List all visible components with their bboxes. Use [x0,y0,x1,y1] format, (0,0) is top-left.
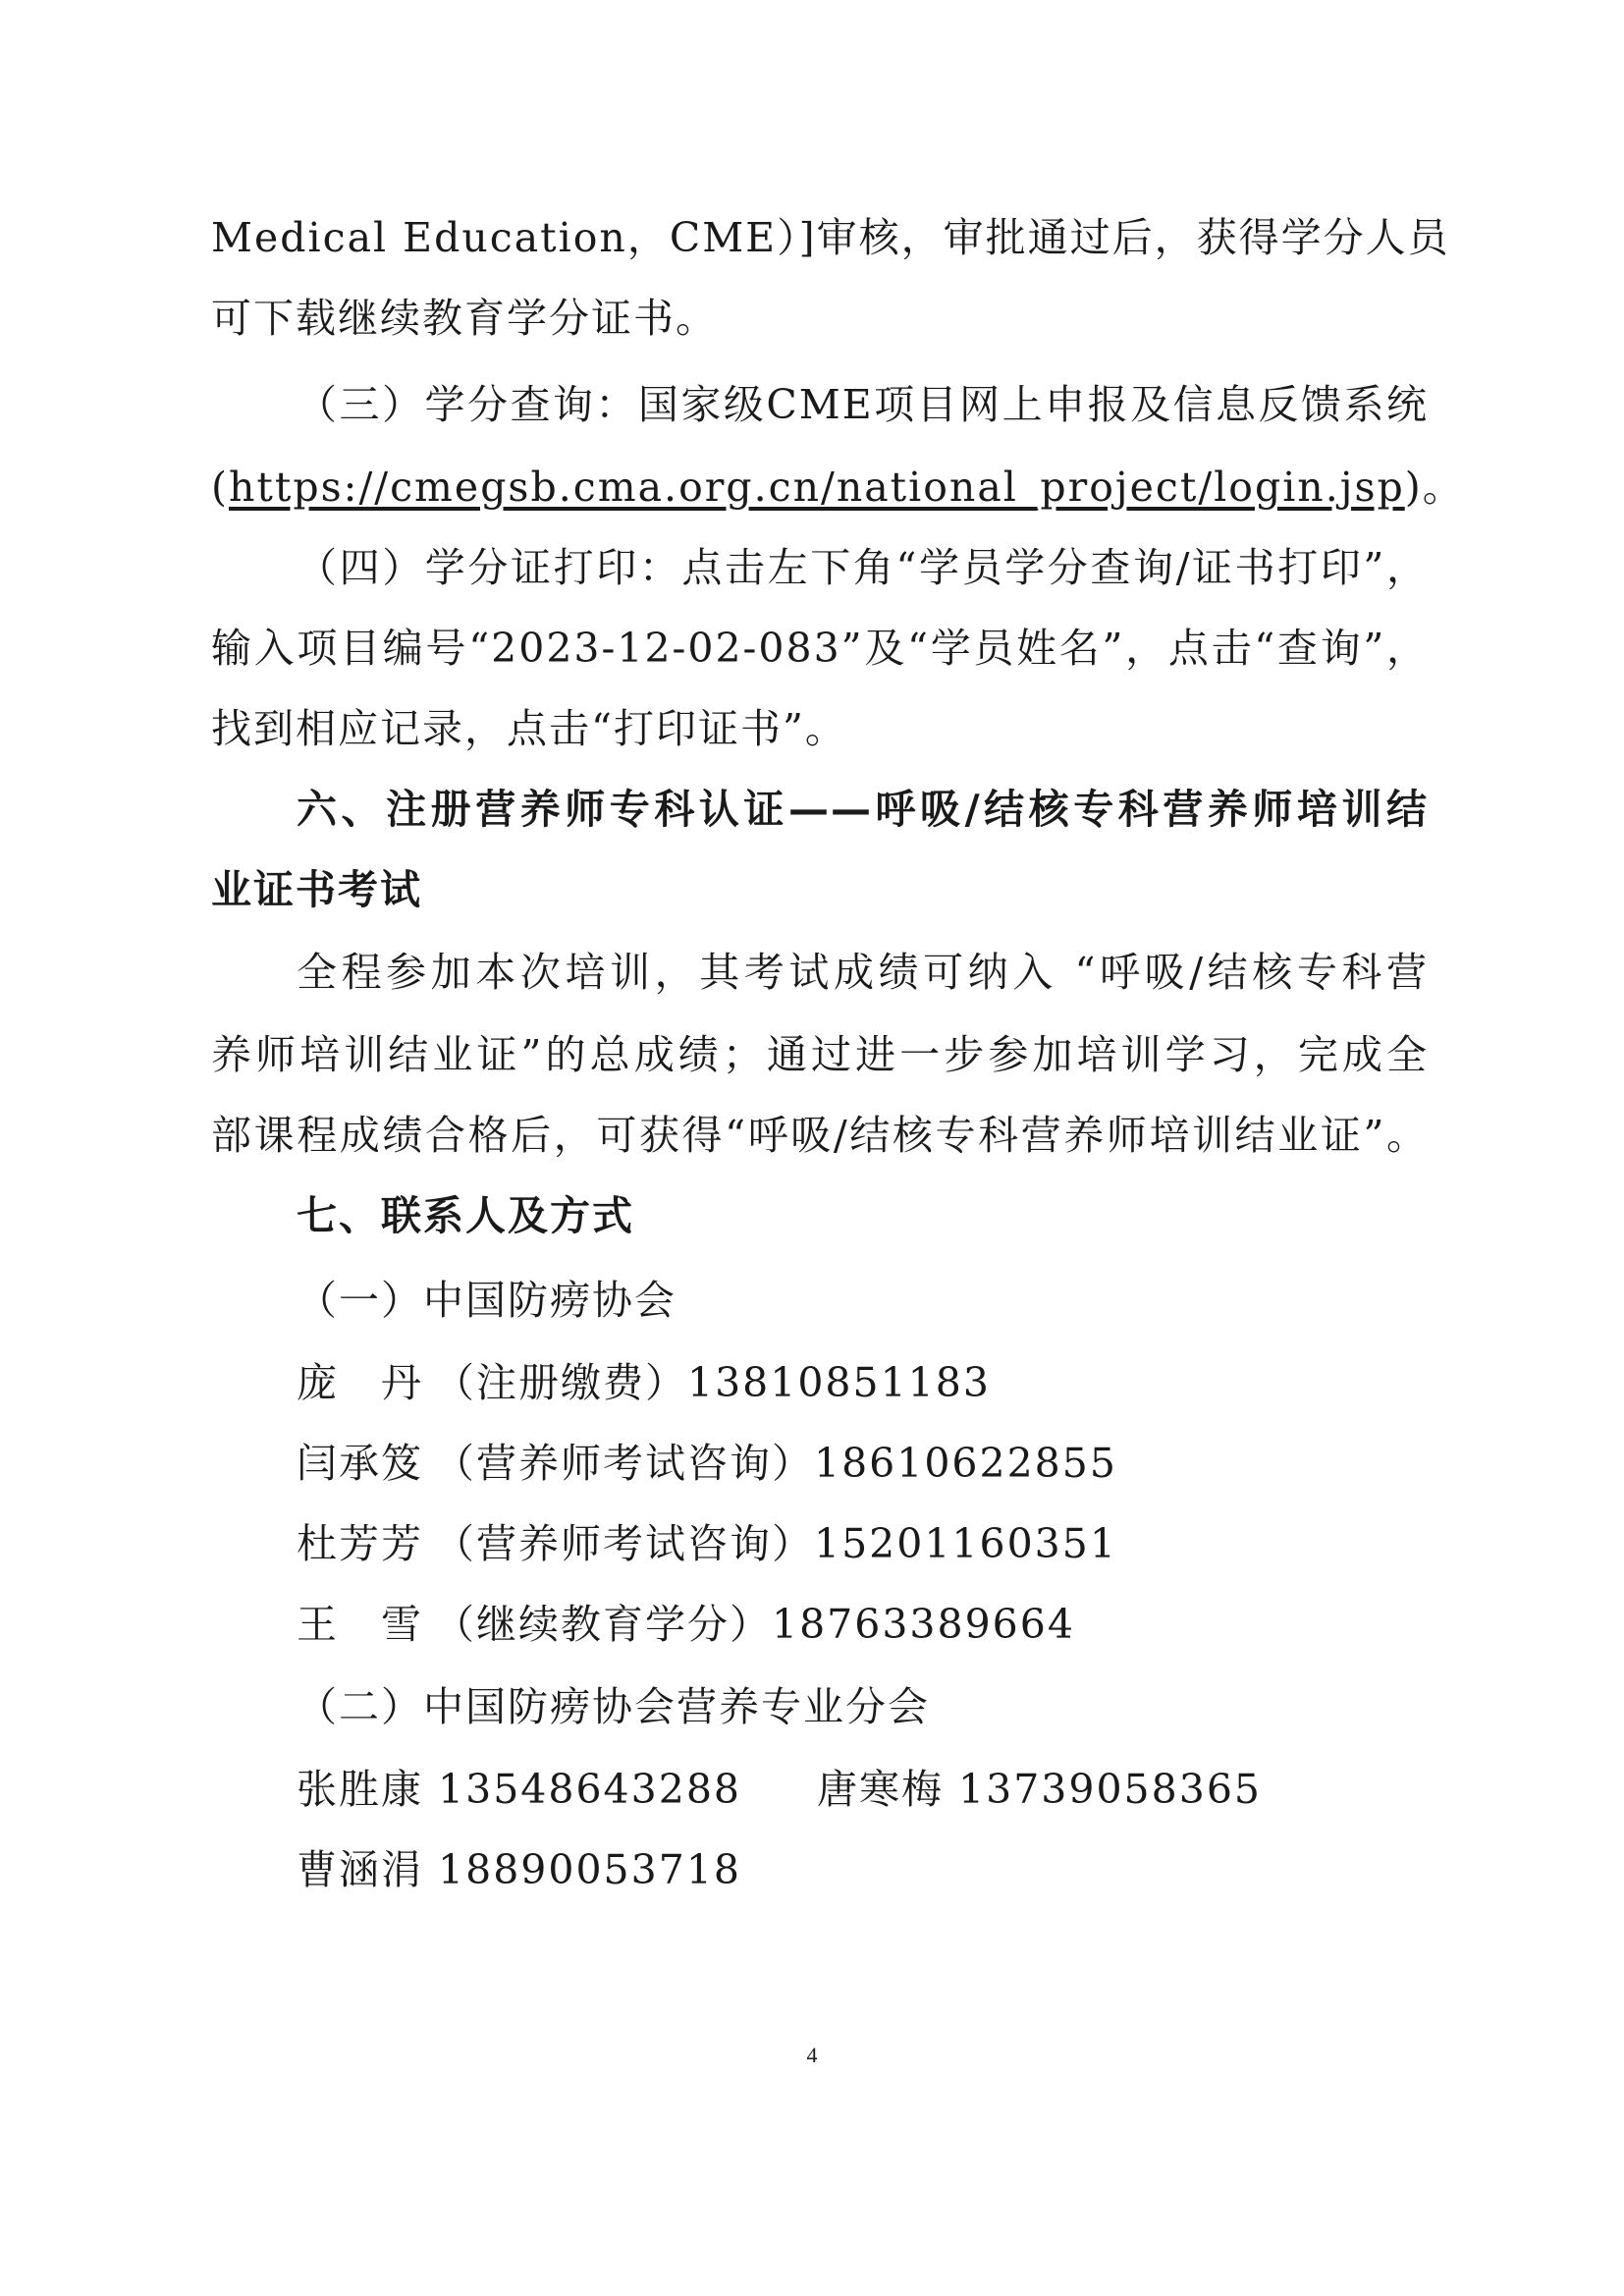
contact-detail: （继续教育学分）18763389664 [434,1601,1075,1648]
section-6-paragraph-line-1: 全程参加本次培训，其考试成绩可纳入 “呼吸/结核专科营 [297,949,1429,996]
contact-detail: （营养师考试咨询）15201160351 [434,1520,1117,1567]
cme-system-link[interactable]: https://cmegsb.cma.org.cn/national_project/login.jsp [229,464,1405,511]
contact-name: 庞 丹 [297,1359,423,1406]
contact-name: 唐寒梅 [817,1766,944,1813]
credit-query-line: （三）学分查询：国家级CME项目网上申报及信息反馈系统 [297,381,1429,428]
contact-row [297,1844,741,1895]
certificate-print-line-3: 找到相应记录，点击“打印证书”。 [211,705,847,752]
contact-row [297,1438,1117,1489]
contact-detail: （注册缴费）13810851183 [434,1359,991,1406]
contact-row [297,1764,1278,1815]
contact-group-2-title: （二）中国防痨协会营养专业分会 [297,1683,930,1730]
contact-phone: 18890053718 [438,1846,741,1893]
url-open-paren: ( [211,464,229,511]
url-close-paren: )。 [1404,464,1465,511]
contact-phone: 13739058365 [958,1766,1262,1813]
body-line-2: 可下载继续教育学分证书。 [211,295,718,342]
contact-second-column [817,1764,1262,1815]
contact-name: 曹涵涓 [297,1846,423,1893]
contact-row [297,1357,991,1408]
credit-query-url-line [211,462,1465,513]
section-6-paragraph-line-2: 养师培训结业证”的总成绩；通过进一步参加培训学习，完成全 [211,1031,1429,1078]
section-6-paragraph-line-3: 部课程成绩合格后，可获得“呼吸/结核专科营养师培训结业证”。 [211,1112,1429,1159]
contact-name: 王 雪 [297,1601,423,1648]
certificate-print-line-2: 输入项目编号“2023-12-02-083”及“学员姓名”，点击“查询”， [211,625,1429,672]
contact-group-1-title: （一）中国防痨协会 [297,1277,677,1324]
body-line-1: Medical Education，CME）]审核，审批通过后，获得学分人员 [211,214,1450,261]
contact-row [297,1599,1075,1650]
contact-phone: 13548643288 [438,1766,741,1813]
contact-detail: （营养师考试咨询）18610622855 [434,1440,1117,1487]
contact-name: 杜芳芳 [297,1520,423,1567]
section-7-heading: 七、联系人及方式 [297,1192,634,1239]
section-6-heading-line-2: 业证书考试 [211,866,422,913]
contact-name: 张胜康 [297,1766,423,1813]
section-6-heading-line-1: 六、注册营养师专科认证——呼吸/结核专科营养师培训结 [297,786,1429,833]
contact-name: 闫承笈 [297,1440,423,1487]
certificate-print-line-1: （四）学分证打印：点击左下角“学员学分查询/证书打印”， [297,544,1429,591]
page-number: 4 [806,2043,818,2067]
contact-row [297,1518,1117,1569]
